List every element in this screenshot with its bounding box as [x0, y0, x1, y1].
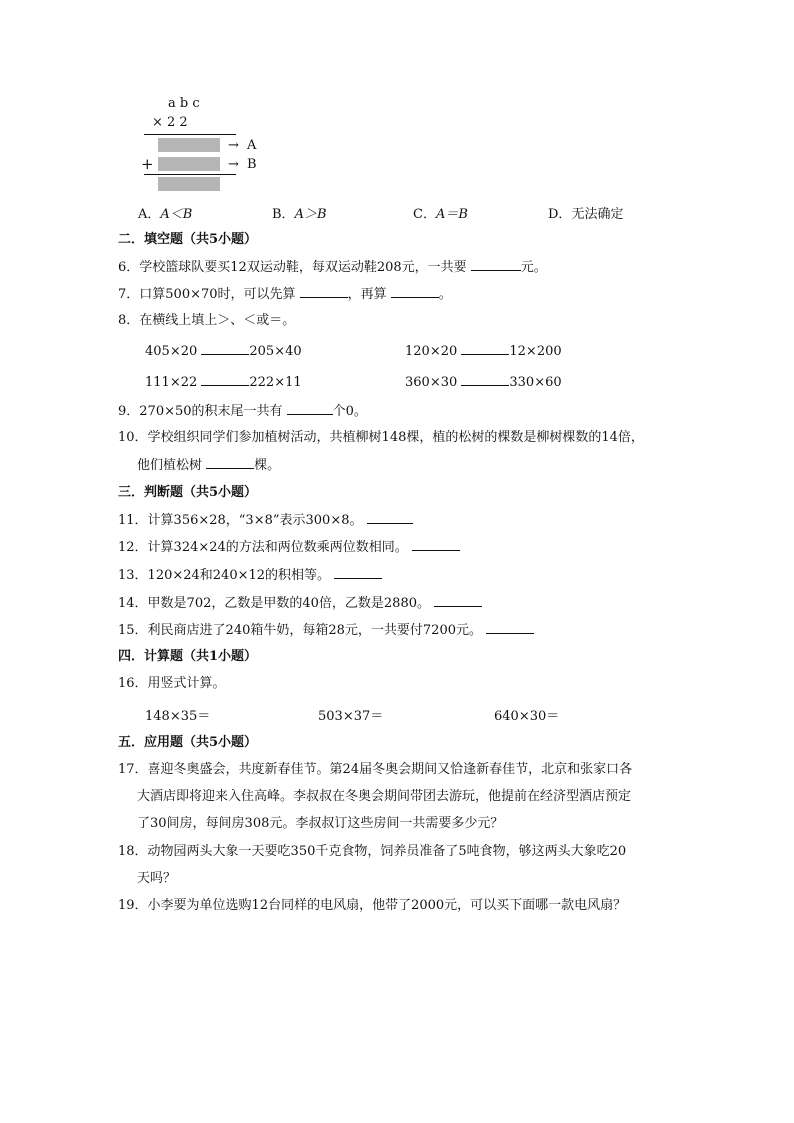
option-expr: A＜B	[160, 207, 193, 222]
q16-item-1: 148×35＝	[145, 709, 211, 724]
q15-text: 15．利民商店进了240箱牛奶，每箱28元，一共要付7200元。	[118, 623, 482, 638]
figure-rule-top	[144, 134, 236, 135]
option-prefix: D．	[548, 207, 572, 222]
q12-text: 12．计算324×24的方法和两位数乘两位数相同。	[118, 540, 408, 555]
q8-item-2	[405, 342, 562, 359]
multiplication-figure	[138, 96, 260, 196]
q8-answer-blank-4[interactable]	[461, 373, 509, 386]
q8-item-3	[145, 373, 302, 390]
q5-option-d[interactable]	[548, 203, 623, 222]
q8-right: 222×11	[249, 375, 302, 390]
q8-answer-blank-3[interactable]	[201, 373, 249, 386]
q9-text: 9．270×50的积末尾一共有	[118, 404, 287, 419]
q6-suffix: 元。	[520, 260, 547, 275]
question-10-line2	[137, 456, 280, 475]
section-fill-blank-title: 二．填空题（共5小题）	[118, 232, 258, 247]
q5-option-a[interactable]	[138, 203, 192, 222]
figure-label-b: B	[247, 157, 257, 172]
option-expr: 无法确定	[571, 207, 624, 222]
q10-text2: 他们植松树	[137, 458, 207, 473]
question-8: 8．在横线上填上＞、＜或＝。	[118, 313, 296, 328]
q8-right: 205×40	[249, 344, 302, 359]
section-application-title: 五．应用题（共5小题）	[118, 735, 258, 750]
figure-arrow-b: →	[228, 157, 239, 172]
q10-answer-blank[interactable]	[206, 456, 254, 469]
q7-mid: ，再算	[347, 287, 391, 302]
question-17-line1: 17．喜迎冬奥盛会，共度新春佳节。第24届冬奥会期间又恰逢新春佳节，北京和张家口各	[118, 762, 633, 777]
q8-left: 111×22	[145, 375, 198, 390]
option-expr: A＝B	[435, 207, 468, 222]
question-18-line2: 天吗？	[137, 871, 177, 886]
q11-answer-blank[interactable]	[367, 511, 413, 524]
q8-right: 12×200	[509, 344, 562, 359]
question-7	[118, 285, 452, 304]
section-calculation-title: 四．计算题（共1小题）	[118, 649, 258, 664]
q10-suffix: 棵。	[254, 458, 281, 473]
question-13	[118, 566, 382, 585]
q15-answer-blank[interactable]	[486, 621, 534, 634]
figure-plus-sign: +	[141, 155, 154, 173]
question-19: 19．小李要为单位选购12台同样的电风扇，他带了2000元，可以买下面哪一款电风扇？	[118, 898, 627, 913]
q12-answer-blank[interactable]	[412, 538, 460, 551]
q5-option-c[interactable]	[413, 203, 468, 222]
q16-item-2: 503×37＝	[318, 709, 384, 724]
q8-item-4	[405, 373, 562, 390]
q7-answer-blank-1[interactable]	[300, 285, 348, 298]
option-prefix: B．	[272, 207, 295, 222]
q9-suffix: 个0。	[332, 404, 367, 419]
option-expr: A＞B	[294, 207, 327, 222]
question-6	[118, 258, 547, 277]
q7-answer-blank-2[interactable]	[391, 285, 439, 298]
section-judgement-title: 三．判断题（共5小题）	[118, 485, 258, 500]
q14-text: 14．甲数是702，乙数是甲数的40倍，乙数是2880。	[118, 596, 430, 611]
q9-answer-blank[interactable]	[287, 402, 333, 415]
q14-answer-blank[interactable]	[434, 594, 482, 607]
figure-rule-bottom	[144, 174, 236, 175]
q8-answer-blank-2[interactable]	[461, 342, 509, 355]
question-11	[118, 511, 413, 530]
q8-left: 360×30	[405, 375, 458, 390]
figure-bar-result	[158, 177, 220, 191]
q7-suffix: 。	[438, 287, 452, 302]
q13-text: 13．120×24和240×12的积相等。	[118, 568, 331, 583]
q8-left: 120×20	[405, 344, 458, 359]
q8-right: 330×60	[509, 375, 562, 390]
option-prefix: C．	[413, 207, 436, 222]
figure-arrow-a: →	[228, 138, 239, 153]
figure-top-digits: a b c	[168, 96, 200, 111]
figure-bar-b	[158, 157, 220, 171]
question-18-line1: 18．动物园两头大象一天要吃350千克食物，饲养员准备了5吨食物，够这两头大象吃20	[118, 844, 627, 859]
question-10: 10．学校组织同学们参加植树活动，共植柳树148棵，植的松树的棵数是柳树棵数的14倍，	[118, 430, 644, 445]
q8-item-1	[145, 342, 302, 359]
question-16: 16．用竖式计算。	[118, 676, 226, 691]
q7-text: 7．口算500×70时，可以先算	[118, 287, 300, 302]
q16-item-3: 640×30＝	[494, 709, 560, 724]
question-15	[118, 621, 534, 640]
question-17-line3: 了30间房，每间房308元。李叔叔订这些房间一共需要多少元？	[137, 816, 504, 831]
figure-label-a: A	[247, 138, 257, 153]
q8-answer-blank-1[interactable]	[201, 342, 249, 355]
q6-answer-blank[interactable]	[471, 258, 521, 271]
option-prefix: A．	[138, 207, 161, 222]
figure-multiplier: × 2 2	[152, 115, 188, 130]
question-9	[118, 402, 367, 421]
question-14	[118, 594, 482, 613]
q11-text: 11．计算356×28，“3×8”表示300×8。	[118, 513, 363, 528]
q6-text: 6．学校篮球队要买12双运动鞋，每双运动鞋208元，一共要	[118, 260, 471, 275]
q8-left: 405×20	[145, 344, 198, 359]
q13-answer-blank[interactable]	[334, 566, 382, 579]
question-17-line2: 大酒店即将迎来入住高峰。李叔叔在冬奥会期间带团去游玩，他提前在经济型酒店预定	[137, 789, 632, 804]
figure-bar-a	[158, 138, 220, 152]
question-12	[118, 538, 460, 557]
q5-option-b[interactable]	[272, 203, 327, 222]
